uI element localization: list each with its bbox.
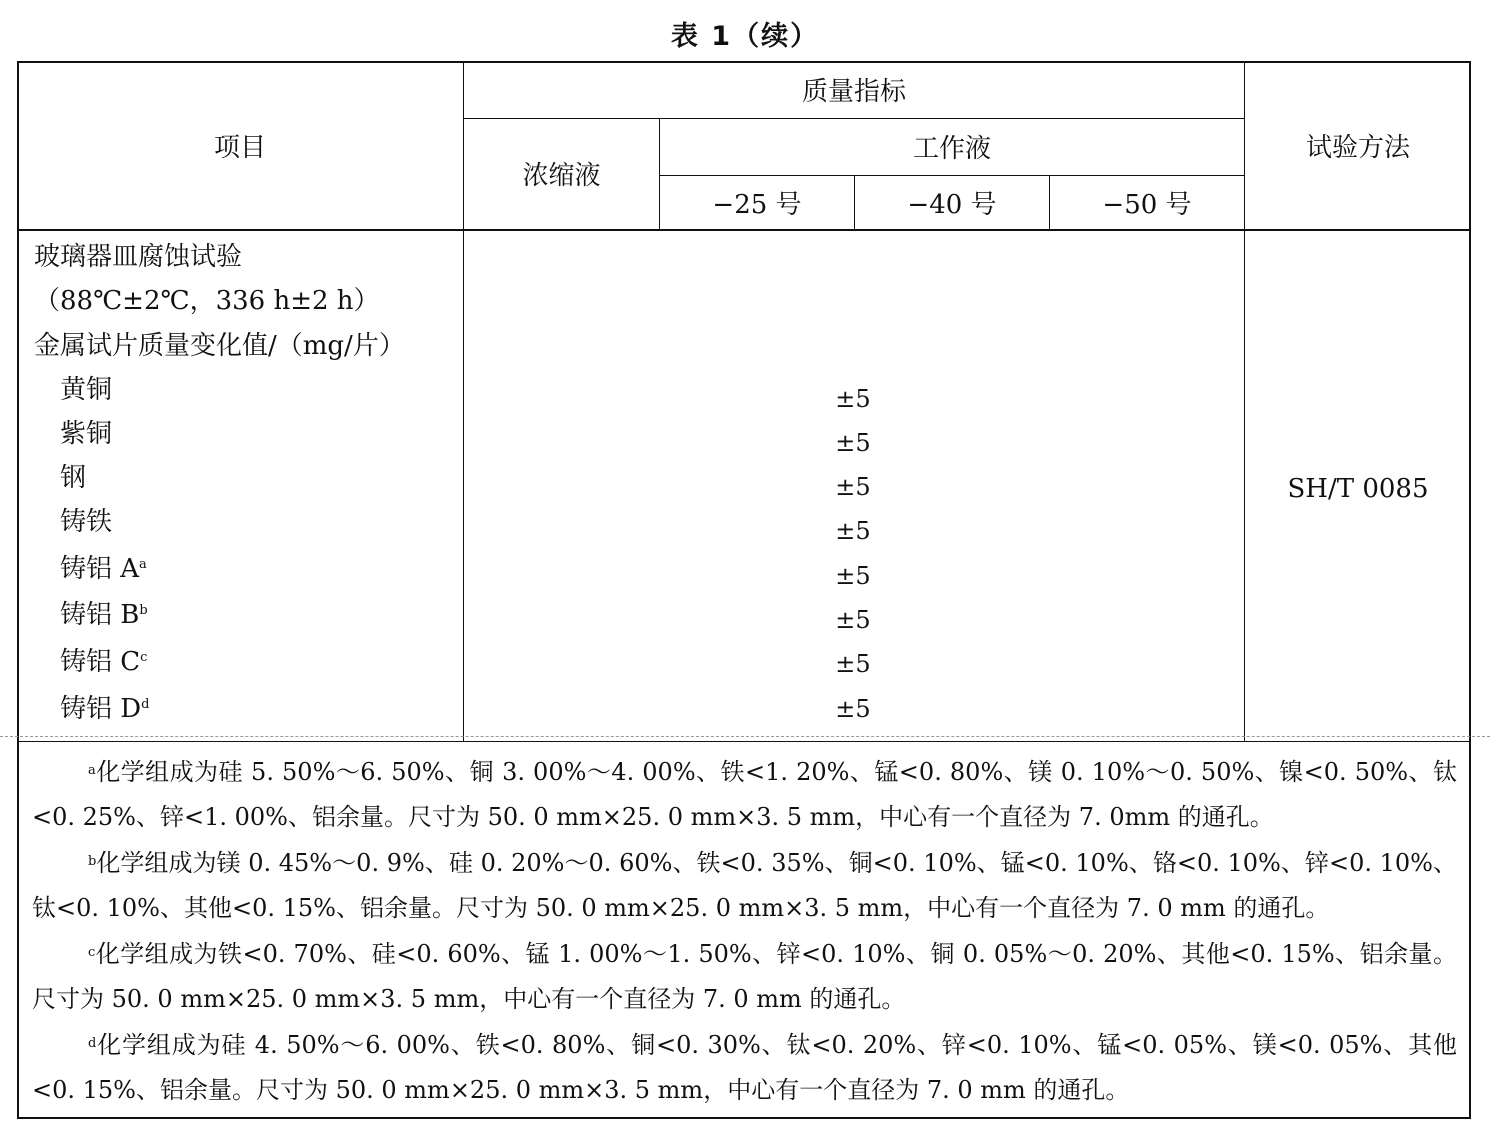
row-label-copper: 紫铜 xyxy=(60,419,113,449)
header-quality: 质量指标 xyxy=(801,77,906,107)
test-name: 玻璃器皿腐蚀试验 xyxy=(34,242,243,272)
header-test-method: 试验方法 xyxy=(1305,132,1410,163)
value-cast-al-a: ±5 xyxy=(835,562,871,590)
footnote-ref-d: d xyxy=(141,697,150,712)
test-method-value: SH/T 0085 xyxy=(1287,474,1429,504)
value-copper: ±5 xyxy=(835,429,871,457)
value-cast-al-d: ±5 xyxy=(835,695,871,723)
footnote-b: $^b$化学组成为镁 0. 45%～0. 9%、硅 0. 20%～0. 60%、铁<0. 35%、铜<0. 10%、锰<0. 10%、铬<0. 10%、锌<0. 10%、钛<0. 10%、其他<0. 15%、铝余量。尺寸为 50. 0 mm×25. 0 mm×3. 5 mm，中心有一个直径为 7. 0 mm 的通孔。 xyxy=(32,849,1457,922)
footnote-ref-c: c xyxy=(140,650,148,665)
row-label-cast-iron: 铸铁 xyxy=(60,507,113,537)
header-working-fluid: 工作液 xyxy=(912,134,991,164)
notes-top-rule xyxy=(17,741,1471,742)
row-label-cast-al-b: 铸铝 $B^b$ xyxy=(60,600,148,630)
row-label-steel: 钢 xyxy=(60,463,87,493)
footnote-ref-a: a xyxy=(139,557,147,572)
value-steel: ±5 xyxy=(835,473,871,501)
footnote-ref-b: b xyxy=(139,603,148,618)
header-grade-40: −40 号 xyxy=(907,190,997,220)
header-concentrate: 浓缩液 xyxy=(522,161,601,191)
header-bottom-rule xyxy=(17,229,1471,231)
row-label-cast-al-a: 铸铝 $A^a$ xyxy=(60,554,147,584)
table-title: 表 1（续） xyxy=(670,21,820,52)
value-cast-al-c: ±5 xyxy=(835,650,871,678)
header-grade-25: −25 号 xyxy=(712,190,802,220)
header-item: 项目 xyxy=(213,132,266,163)
row-label-cast-al-c: 铸铝 $C^c$ xyxy=(60,647,148,677)
row-label-brass: 黄铜 xyxy=(60,375,113,405)
value-cast-iron: ±5 xyxy=(835,517,871,545)
test-conditions: （88℃±2℃，336 h±2 h） xyxy=(34,286,380,316)
scan-fold-line xyxy=(0,736,1490,737)
footnote-c: $^c$化学组成为铁<0. 70%、硅<0. 60%、锰 1. 00%～1. 50%、锌<0. 10%、铜 0. 05%～0. 20%、其他<0. 15%、铝余量。尺寸为 50. 0 mm×25. 0 mm×3. 5 mm，中心有一个直径为 7. 0 mm 的通孔。 xyxy=(32,940,1457,1013)
value-cast-al-b: ±5 xyxy=(835,606,871,634)
value-brass: ±5 xyxy=(835,385,871,413)
row-label-cast-al-d: 铸铝 $D^d$ xyxy=(60,694,150,724)
footnote-d: $^d$化学组成为硅 4. 50%～6. 00%、铁<0. 80%、铜<0. 30%、钛<0. 20%、锌<0. 10%、锰<0. 05%、镁<0. 05%、其他<0. 15%、铝余量。尺寸为 50. 0 mm×25. 0 mm×3. 5 mm，中心有一个直径为 7. 0 mm 的通孔。 xyxy=(32,1031,1457,1104)
footnote-a: $^a$化学组成为硅 5. 50%～6. 50%、铜 3. 00%～4. 00%、铁<1. 20%、锰<0. 80%、镁 0. 10%～0. 50%、镍<0. 50%、钛<0. 25%、锌<1. 00%、铝余量。尺寸为 50. 0 mm×25. 0 mm×3. 5 mm，中心有一个直径为 7. 0mm 的通孔。 xyxy=(32,758,1457,831)
header-grade-50: −50 号 xyxy=(1102,190,1192,220)
test-measure: 金属试片质量变化值/（mg/片） xyxy=(34,331,405,361)
